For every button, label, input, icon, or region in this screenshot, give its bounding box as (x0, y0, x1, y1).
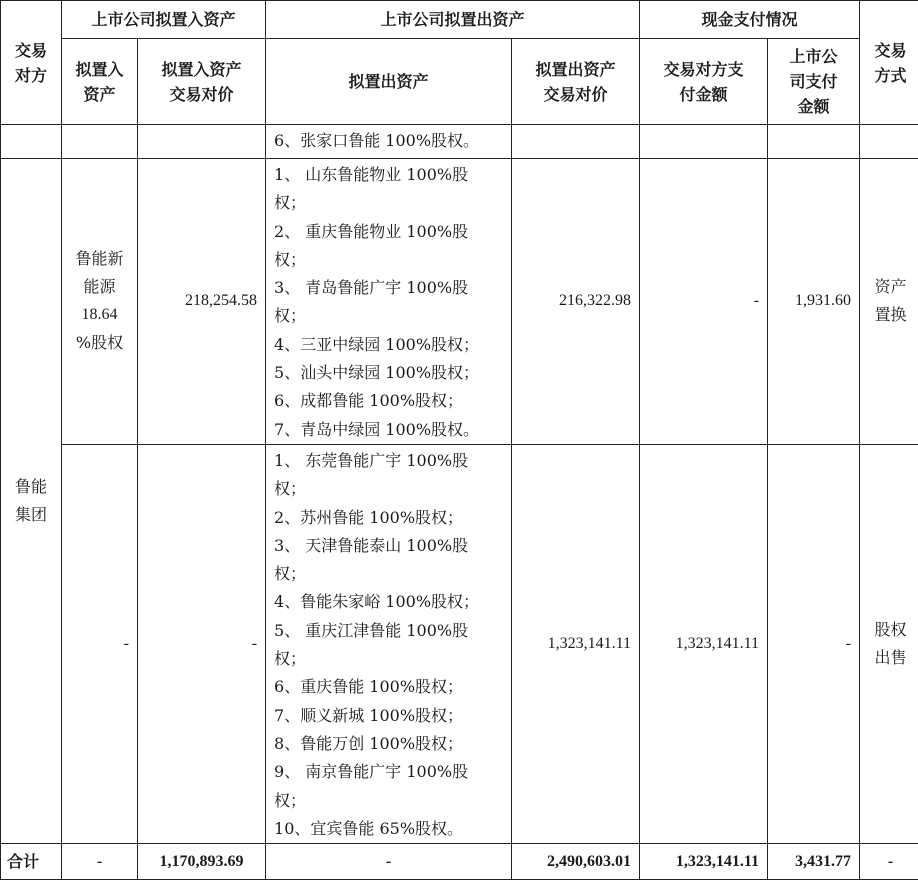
header-out-asset: 拟置出资产 (266, 39, 512, 125)
row1-method: 资产 置换 (860, 159, 918, 445)
carry-out-item: 6、张家口鲁能 100%股权。 (266, 125, 512, 159)
row1-in-price: 218,254.58 (138, 159, 266, 445)
table-row-total (1, 844, 918, 880)
header-party: 交易 对方 (1, 1, 62, 125)
row2-out-price: 1,323,141.11 (512, 444, 640, 843)
total-in-asset: - (62, 844, 138, 880)
row1-out-items: 1、 山东鲁能物业 100%股 权； 2、 重庆鲁能物业 100%股 权； 3、 青岛鲁能广宇 100%股 权； 4、三亚中绿园 100%股权； 5、汕头中绿园 100%股权； 6、成都鲁能 100%股权； 7、青岛中绿园 100%股权。 (266, 159, 512, 445)
table-row (1, 444, 918, 843)
row1-in-asset: 鲁能新 能源 18.64 %股权 (62, 159, 138, 445)
total-in-price: 1,170,893.69 (138, 844, 266, 880)
table-row-carry (1, 125, 918, 159)
total-method: - (860, 844, 918, 880)
header-group-cash: 现金支付情况 (640, 1, 860, 39)
row2-listed-pay: - (768, 444, 860, 843)
total-out-asset: - (266, 844, 512, 880)
header-in-price: 拟置入资产 交易对价 (138, 39, 266, 125)
header-counter-pay: 交易对方支 付金额 (640, 39, 768, 125)
table-row (1, 159, 918, 445)
row2-method: 股权 出售 (860, 444, 918, 843)
total-counter-pay: 1,323,141.11 (640, 844, 768, 880)
header-group-in: 上市公司拟置入资产 (62, 1, 266, 39)
row2-in-asset: - (62, 444, 138, 843)
row2-in-price: - (138, 444, 266, 843)
row1-out-price: 216,322.98 (512, 159, 640, 445)
header-listed-pay: 上市公 司支付 金额 (768, 39, 860, 125)
total-label: 合计 (1, 844, 62, 880)
row2-out-items: 1、 东莞鲁能广宇 100%股 权； 2、苏州鲁能 100%股权； 3、 天津鲁能泰山 100%股 权； 4、鲁能朱家峪 100%股权； 5、 重庆江津鲁能 100%股 权； 6、重庆鲁能 100%股权； 7、顺义新城 100%股权； 8、鲁能万创 100%股权； 9、 南京鲁能广宇 100%股 权； 10、宜宾鲁能 65%股权。 (266, 444, 512, 843)
header-group-out: 上市公司拟置出资产 (266, 1, 640, 39)
row1-counter-pay: - (640, 159, 768, 445)
total-out-price: 2,490,603.01 (512, 844, 640, 880)
header-in-asset: 拟置入 资产 (62, 39, 138, 125)
row1-listed-pay: 1,931.60 (768, 159, 860, 445)
header-out-price: 拟置出资产 交易对价 (512, 39, 640, 125)
header-method: 交易 方式 (860, 1, 918, 125)
party-name: 鲁能 集团 (1, 159, 62, 844)
row2-counter-pay: 1,323,141.11 (640, 444, 768, 843)
total-listed-pay: 3,431.77 (768, 844, 860, 880)
